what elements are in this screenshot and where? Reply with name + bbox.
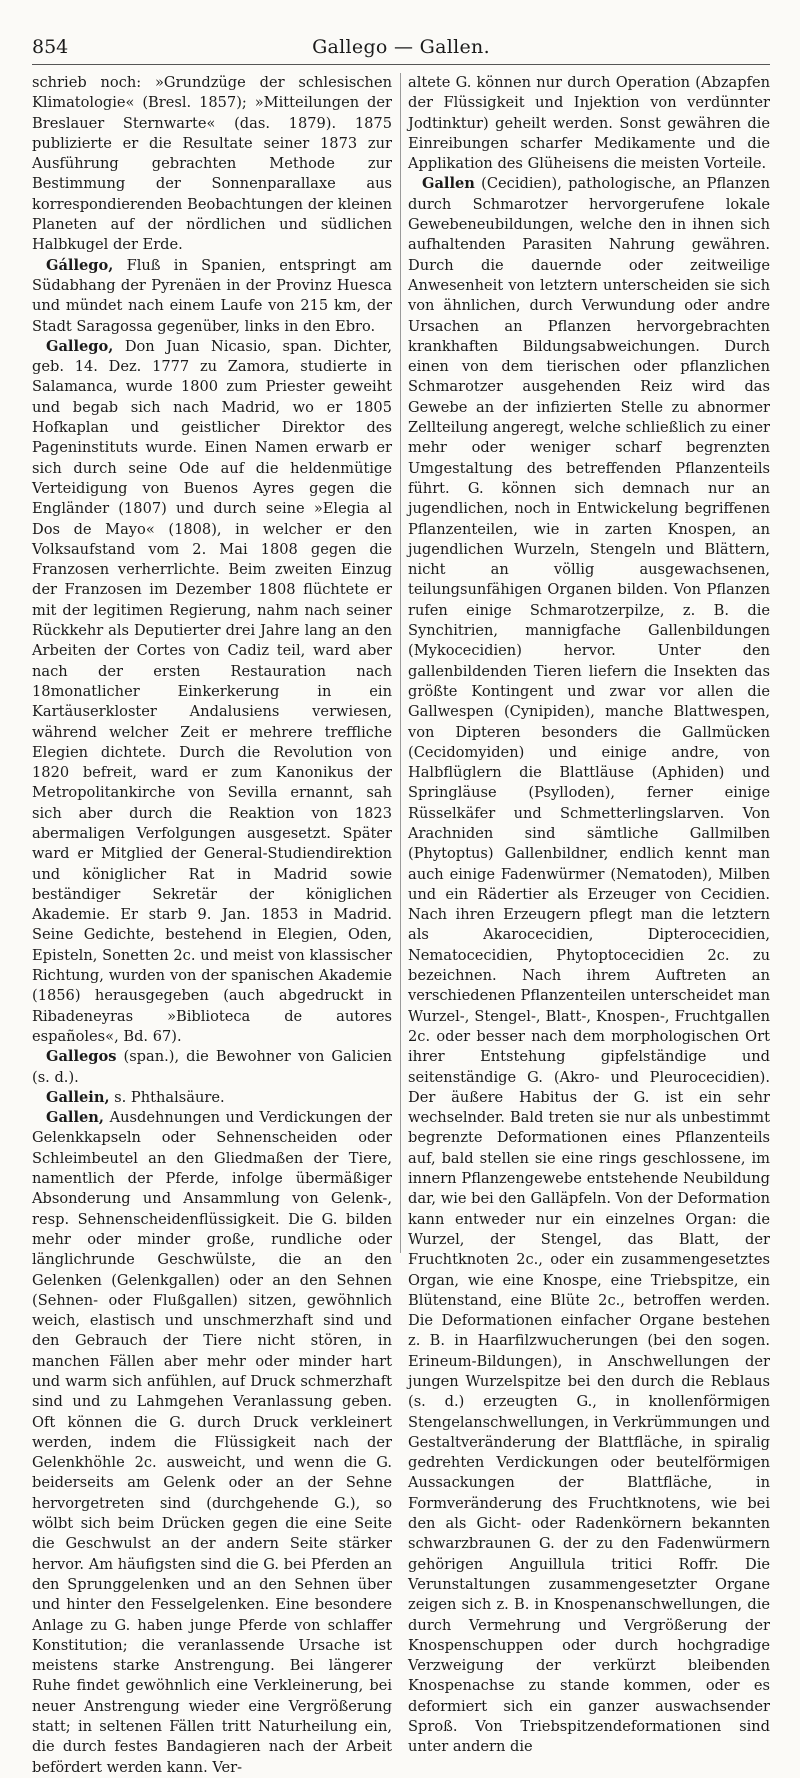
entry-gallen-botany — [408, 174, 770, 1757]
entry-continuation: altete G. können nur durch Operation (Abzapfen der Flüssigkeit und Injektion von verdünnter Jodtinktur) geheilt werden. Sonst gewähren die Einreibungen scharfer Medikamente und die Applikation des Glüheisens die meisten Vorteile. — [408, 74, 770, 173]
headword: Gallein, — [46, 1088, 110, 1106]
column-divider — [400, 73, 401, 1253]
entry-gallen-veterinary — [32, 1108, 392, 1778]
right-column — [408, 73, 770, 1756]
header-rule — [32, 64, 770, 65]
entry-gallegos — [32, 1047, 392, 1088]
running-title: Gallego — Gallen. — [312, 36, 490, 58]
entry-text: Don Juan Nicasio, span. Dichter, geb. 14. Dez. 1777 zu Zamora, studierte in Salamanca, wurde 1800 zum Priester geweiht und begab sich nach Madrid, wo er 1805 Hofkaplan und geistlicher Direktor des Pageninstituts wurde. Einen Namen erwarb er sich durch seine Ode auf die heldenmütige Verteidigung von Buenos Ayres gegen die Engländer (1807) und durch seine »Elegia al Dos de Mayo« (1808), in welcher er den Volksaufstand vom 2. Mai 1808 gegen die Franzosen verherrlichte. Beim zweiten Einzug der Franzosen im Dezember 1808 flüchtete er mit der legitimen Regierung, nahm nach seiner Rückkehr als Deputierter drei Jahre lang an den Arbeiten der Cortes von Cadiz teil, ward aber nach der ersten Restauration nach 18monatlicher Einkerkerung in ein Kartäuserkloster Andalusiens verwiesen, während welcher Zeit er mehrere treffliche Elegien dichtete. Durch die Revolution von 1820 befreit, ward er zum Kanonikus der Metropolitankirche von Sevilla ernannt, sah sich aber durch die Reaktion von 1823 abermaligen Verfolgungen ausgesetzt. Später ward er Mitglied der General-Studiendirektion und königlicher Rat in Madrid sowie beständiger Sekretär der königlichen Akademie. Er starb 9. Jan. 1853 in Madrid. Seine Gedichte, bestehend in Elegien, Oden, Episteln, Sonetten 2c. und meist von klassischer Richtung, wurden von der spanischen Akademie (1856) herausgegeben (auch abgedruckt in Ribadeneyras »Biblioteca de autores españoles«, Bd. 67). — [32, 337, 392, 1045]
headword: Gallegos — [46, 1048, 117, 1066]
left-column — [32, 73, 392, 1776]
entry-gallego-poet — [32, 337, 392, 1047]
entry-text: (span.), die Bewohner von Galicien (s. d.). — [32, 1048, 392, 1086]
headword: Gállego, — [46, 256, 114, 274]
page-number: 854 — [32, 36, 69, 58]
entry-gallein — [32, 1088, 392, 1108]
entry-text: Ausdehnungen und Verdickungen der Gelenkkapseln oder Sehnenscheiden oder Schleimbeutel an den Gliedmaßen der Tiere, namentlich der Pferde, infolge übermäßiger Absonderung und Ansammlung von Gelenk-, resp. Sehnenscheidenflüssigkeit. Die G. bilden mehr oder minder große, rundliche oder länglichrunde Geschwülste, die an den Gelenken (Gelenkgallen) oder an den Sehnen (Sehnen- oder Flußgallen) sitzen, gewöhnlich weich, elastisch und unschmerzhaft sind und den Gebrauch der Tiere nicht stören, in manchen Fällen aber mehr oder minder hart und warm sich anfühlen, auf Druck schmerzhaft sind und zu Lahmgehen Veranlassung geben. Oft können die G. durch Druck verkleinert werden, indem die Flüssigkeit nach der Gelenkhöhle 2c. ausweicht, und wenn die G. beiderseits am Gelenk oder an der Sehne hervorgetreten sind (durchgehende G.), so wölbt sich beim Drücken gegen die eine Seite die Geschwulst an der andern Seite stärker hervor. Am häufigsten sind die G. bei Pferden an den Sprunggelenken und an den Sehnen über und hinter den Fesselgelenken. Eine besondere Anlage zu G. haben junge Pferde von schlaffer Konstitution; die veranlassende Ursache ist meistens starke Anstrengung. Bei längerer Ruhe findet gewöhnlich eine Verkleinerung, bei neuer Anstrengung wieder eine Vergrößerung statt; in seltenen Fällen tritt Naturheilung ein, die durch festes Bandagieren nach der Arbeit befördert werden kann. Ver- — [32, 1109, 392, 1776]
entry-text: s. Phthalsäure. — [109, 1088, 225, 1106]
page-header — [32, 36, 770, 66]
headword: Gallego, — [46, 337, 114, 355]
entry-gallego-river — [32, 256, 392, 337]
entry-text: Fluß in Spanien, entspringt am Südabhang der Pyrenäen in der Provinz Huesca und mündet nach einem Laufe von 215 km, der Stadt Saragossa gegenüber, links in den Ebro. — [32, 256, 392, 335]
entry-continuation: schrieb noch: »Grundzüge der schlesischen Klimatologie« (Bresl. 1857); »Mitteilungen der Breslauer Sternwarte« (das. 1879). 1875 publizierte er die Resultate seiner 1873 zur Ausführung gebrachten Methode zur Bestimmung der Sonnenparallaxe aus korrespondierenden Beobachtungen der kleinen Planeten auf der nördlichen und südlichen Halbkugel der Erde. — [32, 74, 392, 254]
headword: Gallen, — [46, 1109, 104, 1127]
entry-text: (Cecidien), pathologische, an Pflanzen durch Schmarotzer hervorgerufene lokale Gewebeneubildungen, welche den in ihnen sich aufhaltenden Parasiten Nahrung gewähren. Durch die dauernde oder zeitweilige Anwesenheit von letztern unterscheiden sie sich von ähnlichen, durch Verwundung oder andre Ursachen an Pflanzen hervorgebrachten krankhaften Bildungsabweichungen. Durch einen von dem tierischen oder pflanzlichen Schmarotzer ausgehenden Reiz wird das Gewebe an der infizierten Stelle zu abnormer Zellteilung angeregt, welche schließlich zu einer mehr oder weniger scharf begrenzten Umgestaltung des betreffenden Pflanzenteils führt. G. können sich demnach nur an jugendlichen, noch in Entwickelung begriffenen Pflanzenteilen, wie in zarten Knospen, an jugendlichen Wurzeln, Stengeln und Blättern, nicht an völlig ausgewachsenen, teilungsunfähigen Organen bilden. Von Pflanzen rufen einige Schmarotzerpilze, z. B. die Synchitrien, mannigfache Gallenbildungen (Mykocecidien) hervor. Unter den gallenbildenden Tieren liefern die Insekten das größte Kontingent und zwar vor allen die Gallwespen (Cynipiden), manche Blattwespen, von Dipteren besonders die Gallmücken (Cecidomyiden) und einige andre, von Halbflüglern die Blattläuse (Aphiden) und Springläuse (Psylloden), ferner einige Rüsselkäfer und Schmetterlingslarven. Von Arachniden sind sämtliche Gallmilben (Phytoptus) Gallenbildner, endlich kennt man auch einige Fadenwürmer (Nematoden), Milben und ein Rädertier als Erzeuger von Cecidien. Nach ihren Erzeugern pflegt man die letztern als Akarocecidien, Dipterocecidien, Nematocecidien, Phytoptocecidien 2c. zu bezeichnen. Nach ihrem Auftreten an verschiedenen Pflanzenteilen unterscheidet man Wurzel-, Stengel-, Blatt-, Knospen-, Fruchtgallen 2c. oder besser nach dem morphologischen Ort ihrer Entstehung gipfelständige und seitenständige G. (Akro- und Pleurocecidien). Der äußere Habitus der G. ist ein sehr wechselnder. Bald treten sie nur als unbestimmt begrenzte Deformationen eines Pflanzenteils auf, bald stellen sie eine rings geschlossene, im innern Pflanzengewebe entstehende Neubildung dar, wie bei den Galläpfeln. Von der Deformation kann entweder nur ein einzelnes Organ: die Wurzel, der Stengel, das Blatt, der Fruchtknoten 2c., oder ein zusammengesetztes Organ, wie eine Knospe, eine Triebspitze, ein Blütenstand, eine Blüte 2c., betroffen werden. Die Deformationen einfacher Organe bestehen z. B. in Haarfilzwucherungen (bei den sogen. Erineum-Bildungen), in Anschwellungen der jungen Wurzelspitze bei den durch die Reblaus (s. d.) erzeugten G., in knollenförmigen Stengelanschwellungen, in Verkrümmungen und Gestaltveränderung der Blattfläche, in spiralig gedrehten Verdickungen oder beutelförmigen Aussackungen der Blattfläche, in Formveränderung des Fruchtknotens, wie bei den als Gicht- oder Radenkörnern bekannten schwarzbraunen G. der zu den Fadenwürmern gehörigen Anguillula tritici Roffr. Die Verunstaltungen zusammengesetzter Organe zeigen sich z. B. in Knospenanschwellungen, die durch Vermehrung und Vergrößerung der Knospenschuppen oder durch hochgradige Verzweigung der verkürzt bleibenden Knospenachse zu stande kommen, oder es deformiert sich ein ganzer auswachsender Sproß. Von Triebspitzendeformationen sind unter andern die — [408, 175, 770, 1756]
headword: Gallen — [422, 175, 475, 193]
